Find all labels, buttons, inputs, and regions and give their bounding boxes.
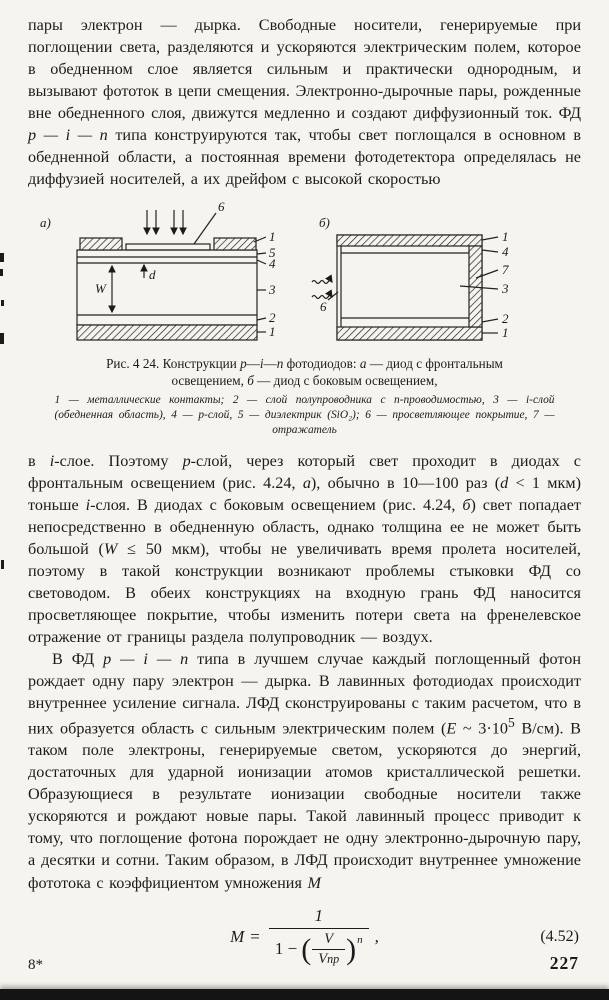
voltage-v-breakdown: V bbox=[318, 950, 328, 967]
subfigure-label-b: б) bbox=[319, 215, 330, 231]
paragraph-after-figure: в i-слое. Поэтому p-слой, через который свет проходит в диодах с фронтальным освещением (рис. 4.24, а), обычно в 10—100 раз (d < 1 мкм) тоньше i-слоя. В диодах с боковым освещением (рис. 4.24, б) свет попадает непосредственно в обедненную область, однако толщина ее не может быть большой (W ≤ 50 мкм), чтобы не увеличивать время пролета носителей, поэтому в такой конструкции возникают проблемы стыковки ФД со световодом. В обеих конструкциях на входную грань ФД наносится просветляющее покрытие, чтобы изменить потери света на френелевское отражение от границы раздела полупроводник — воздух. bbox=[28, 451, 581, 646]
equation-number: (4.52) bbox=[540, 927, 579, 945]
figure-label-d: d bbox=[149, 267, 156, 283]
paragraph-avalanche: В ФД p — i — n типа в лучшем случае каждый поглощенный фотон рождает одну пару электрон — дырка. В лавинных фотодиодах происходит внутреннее усиление сигнала. ЛФД сконструированы с таким расчетом, что в них образуется область с сильным электрическим полем (E ~ $3\cdot 10^5$ В/см). В таком поле электроны, генерируемые светом, ускоряются до энергий, достаточных для ударной ионизации атомов кристаллической решетки. Образующиеся в результате ионизации свободные носители также ускоряются и рождают новые пары. Такой лавинный процесс приводит к тому, что поглощение фотона порождает не одну электронно-дырочную пару, а десятки и сотни. Таким образом, в ЛФД происходит внутреннее умножение фототока с коэффициентом умножения M bbox=[28, 649, 581, 892]
figure-label: 1 bbox=[502, 229, 509, 245]
light-arrows-b bbox=[312, 281, 332, 299]
metal-contact-bottom-a bbox=[77, 325, 257, 340]
inner-numerator bbox=[320, 931, 337, 949]
figure-label: 2 bbox=[502, 311, 509, 327]
diagram-a bbox=[77, 210, 266, 340]
exponent-n: n bbox=[357, 934, 363, 947]
close-paren: ) bbox=[346, 932, 357, 966]
scan-artifact bbox=[0, 333, 4, 344]
figure-legend: 1 — металлические контакты; 2 — слой полупроводника с n-проводимостью, 3 — i-слой (обедненная область), 4 — p-слой, 5 — диэлектрик (SiO₂); 6 — просветляющее покрытие, 7 — отражатель bbox=[54, 394, 555, 436]
metal-contact-top-right bbox=[214, 238, 256, 250]
figure-diagram bbox=[32, 200, 577, 350]
antireflective-coating-a bbox=[126, 244, 210, 250]
figure-label: 7 bbox=[502, 262, 509, 278]
scan-artifact bbox=[0, 253, 4, 262]
figure-label: 3 bbox=[502, 281, 509, 297]
equation-comma: , bbox=[374, 926, 379, 946]
scan-artifact bbox=[1, 560, 4, 569]
breakdown-subscript: пр bbox=[327, 951, 340, 966]
figure-label: 1 bbox=[269, 229, 276, 245]
scan-artifact bbox=[0, 269, 3, 276]
fraction-numerator: 1 bbox=[314, 905, 323, 925]
page-footer bbox=[28, 950, 579, 974]
figure-label: 4 bbox=[269, 256, 276, 272]
figure-label: 1 bbox=[269, 324, 276, 340]
figure-label-coating-a: 6 bbox=[218, 200, 225, 215]
open-paren: ( bbox=[301, 932, 312, 966]
signature-mark: 8* bbox=[28, 957, 43, 973]
scan-edge-bar bbox=[0, 989, 609, 1000]
metal-contact-top-left bbox=[80, 238, 122, 250]
voltage-v: V bbox=[324, 930, 334, 947]
figure-label-w: W bbox=[95, 281, 106, 297]
diagram-b bbox=[312, 235, 498, 340]
one-minus: 1 − bbox=[274, 939, 298, 959]
figure-label: 3 bbox=[269, 282, 276, 298]
diode-body-b bbox=[337, 235, 482, 340]
equals-sign: = bbox=[250, 926, 260, 946]
page-number: 227 bbox=[549, 953, 579, 973]
figure-4-24 bbox=[28, 200, 581, 437]
scan-artifact bbox=[1, 300, 4, 306]
figure-label-coating-b: 6 bbox=[320, 299, 327, 315]
subfigure-label-a: а) bbox=[40, 215, 51, 231]
paragraph-continuation-top: пары электрон — дырка. Свободные носители, генерируемые при поглощении света, разделяются и ускоряются электрическим полем, которое в обедненном слое является сильным и практически однородным, и вызывают фототок в цепи смещения. Электронно-дырочные пары, рожденные вне обедненного слоя, движутся медленно и создают диффузионный ток. ФД p — i — n типа конструируются так, чтобы свет поглощался в основном в обедненной области, а постоянная времени фотодетектора определялась не диффузией носителей, а их дрейфом с высокой скоростью bbox=[28, 16, 581, 189]
figure-caption: Рис. 4 24. Конструкции p—i—n фотодиодов: а — диод с фронтальным освещением, б — диод с боковым освещением, bbox=[106, 356, 503, 389]
metal-contact-top-b bbox=[337, 235, 482, 246]
figure-label: 5 bbox=[269, 245, 276, 261]
figure-label: 1 bbox=[502, 325, 509, 341]
equation-lhs: M bbox=[230, 926, 245, 946]
light-arrows-a bbox=[147, 210, 183, 234]
metal-contact-bottom-b bbox=[337, 327, 482, 340]
figure-label: 2 bbox=[269, 310, 276, 326]
leader-lines-a bbox=[194, 213, 266, 332]
figure-label: 4 bbox=[502, 244, 509, 260]
